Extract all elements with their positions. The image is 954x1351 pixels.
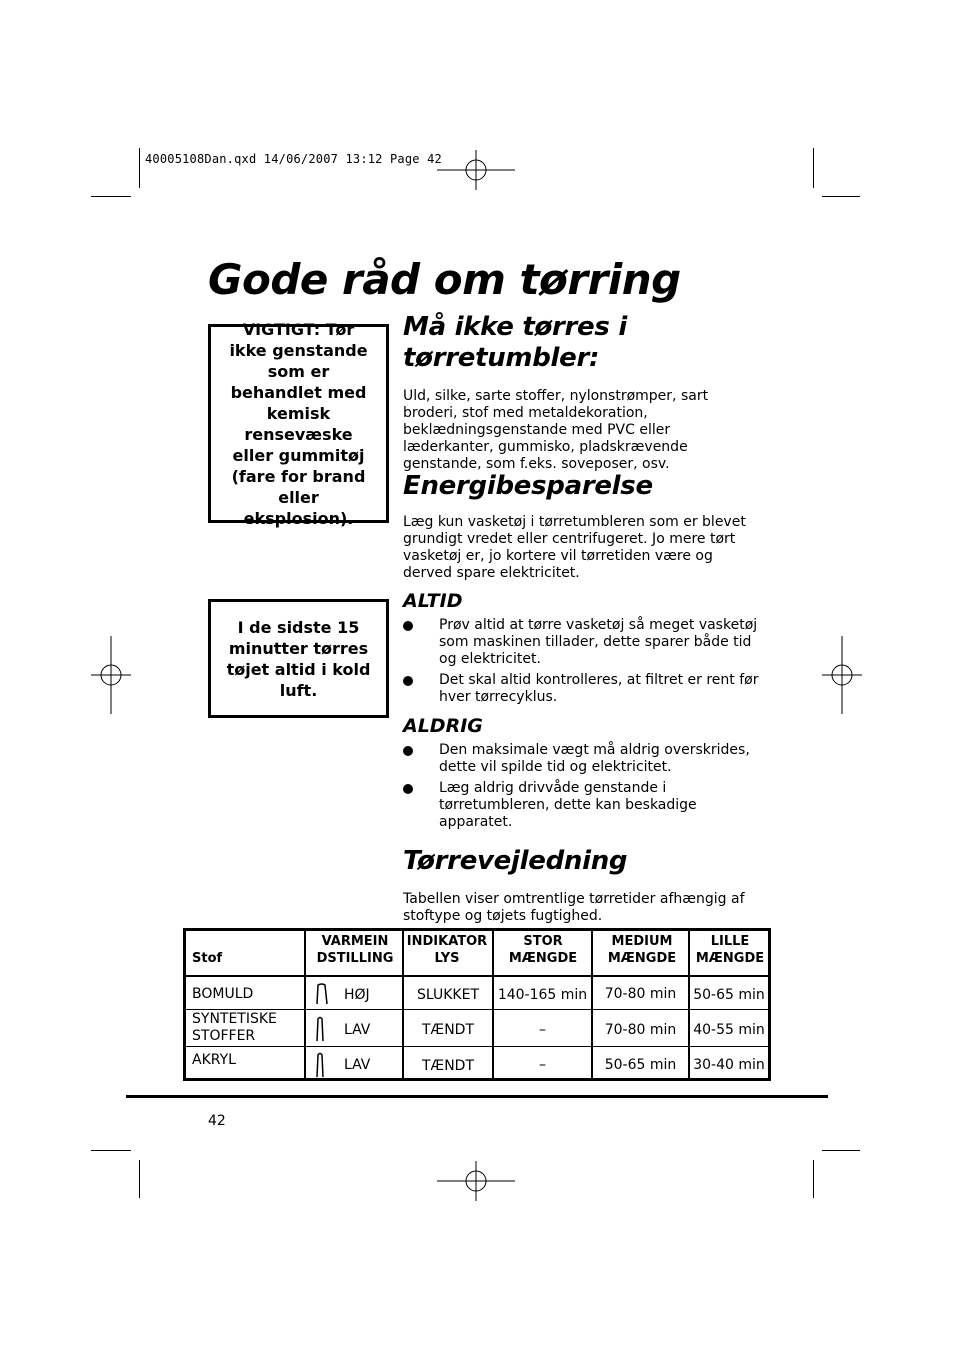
table-divider bbox=[186, 975, 768, 977]
crop-mark bbox=[91, 1150, 131, 1151]
col-header-heat: VARMEIN DSTILLING bbox=[316, 934, 394, 966]
list-item: Læg aldrig drivvåde genstande i tørretumbleren, dette kan beskadige apparatet. bbox=[403, 780, 765, 831]
registration-mark-right bbox=[822, 636, 862, 714]
high-heat-icon bbox=[315, 982, 329, 1006]
registration-mark-bottom bbox=[437, 1161, 515, 1201]
col-header-small: LILLE MÆNGDE bbox=[695, 934, 765, 966]
table-cell-stof: AKRYL bbox=[192, 1052, 236, 1068]
table-divider bbox=[186, 1046, 768, 1047]
drying-guide-text: Tabellen viser omtrentlige tørretider afhængig af stoftype og tøjets fugtighed. bbox=[403, 891, 745, 924]
never-list bbox=[403, 742, 765, 835]
table-cell-small: 30-40 min bbox=[693, 1057, 765, 1073]
heading-never: ALDRIG bbox=[403, 715, 483, 737]
print-slug: 40005108Dan.qxd 14/06/2007 13:12 Page 42 bbox=[145, 152, 442, 166]
col-header-stof: Stof bbox=[192, 951, 223, 966]
table-divider bbox=[304, 928, 306, 1081]
table-cell-medium: 70-80 min bbox=[604, 986, 677, 1002]
table-cell-indicator: TÆNDT bbox=[422, 1022, 474, 1038]
heading-energy: Energibesparelse bbox=[403, 471, 653, 501]
crop-mark bbox=[139, 1160, 140, 1198]
bullet-icon bbox=[403, 621, 413, 631]
table-divider bbox=[186, 1009, 768, 1010]
table-cell-medium: 50-65 min bbox=[604, 1057, 677, 1073]
low-heat-icon bbox=[315, 1051, 325, 1079]
crop-mark bbox=[813, 1160, 814, 1198]
heading-not-for-dryer: Må ikke tørres i tørretumbler: bbox=[403, 312, 627, 374]
not-for-dryer-text: Uld, silke, sarte stoffer, nylonstrømper, sart broderi, stof med metaldekoration, beklædningsgenstande med PVC eller læderkanter, gummisko, pladskrævende genstande, som f.eks. soveposer, osv. bbox=[403, 388, 709, 472]
col-header-medium: MEDIUM MÆNGDE bbox=[607, 934, 677, 966]
col-header-indicator: INDIKATOR LYS bbox=[406, 934, 488, 966]
table-cell-indicator: TÆNDT bbox=[422, 1058, 474, 1074]
page-number: 42 bbox=[208, 1113, 226, 1129]
table-cell-indicator: SLUKKET bbox=[417, 987, 479, 1003]
drying-table bbox=[183, 928, 771, 1081]
cold-air-note-text: I de sidste 15 minutter tørres tøjet altid i kold luft. bbox=[226, 617, 371, 700]
list-item: Prøv altid at tørre vasketøj så meget vasketøj som maskinen tillader, dette sparer både tid og elektricitet. bbox=[403, 617, 765, 668]
energy-text: Læg kun vasketøj i tørretumbleren som er blevet grundigt vredet eller centrifugeret. Jo mere tørt vasketøj er, jo kortere vil tørretiden være og derved spare elektricitet. bbox=[403, 514, 746, 581]
col-header-large: STOR MÆNGDE bbox=[508, 934, 578, 966]
low-heat-icon bbox=[315, 1015, 325, 1043]
list-item: Den maksimale vægt må aldrig overskrides, dette vil spilde tid og elektricitet. bbox=[403, 742, 765, 776]
table-cell-heat: HØJ bbox=[344, 987, 370, 1003]
cold-air-note-box bbox=[208, 599, 389, 718]
table-cell-large: 140-165 min bbox=[497, 987, 588, 1003]
crop-mark bbox=[822, 1150, 860, 1151]
table-cell-heat: LAV bbox=[344, 1057, 371, 1073]
bullet-icon bbox=[403, 746, 413, 756]
table-cell-medium: 70-80 min bbox=[604, 1022, 677, 1038]
always-list bbox=[403, 617, 765, 710]
important-warning-text: VIGTIGT: Tør ikke genstande som er behandlet med kemisk rensevæske eller gummitøj (fare for brand eller eksplosion). bbox=[229, 319, 368, 528]
table-cell-stof: BOMULD bbox=[192, 986, 254, 1002]
table-cell-stof: SYNTETISKE STOFFER bbox=[192, 1011, 277, 1044]
crop-mark bbox=[822, 196, 860, 197]
list-item: Det skal altid kontrolleres, at filtret er rent før hver tørrecyklus. bbox=[403, 672, 765, 706]
registration-mark-top bbox=[437, 150, 515, 190]
heading-drying-guide: Tørrevejledning bbox=[403, 846, 628, 876]
important-warning-box bbox=[208, 319, 389, 528]
table-cell-small: 50-65 min bbox=[693, 987, 765, 1003]
crop-mark bbox=[139, 148, 140, 188]
table-cell-heat: LAV bbox=[344, 1022, 371, 1038]
page-title: Gode råd om tørring bbox=[208, 255, 681, 304]
table-cell-small: 40-55 min bbox=[693, 1022, 765, 1038]
table-cell-large: – bbox=[539, 1022, 546, 1038]
bullet-icon bbox=[403, 784, 413, 794]
heading-always: ALTID bbox=[403, 590, 463, 612]
bullet-icon bbox=[403, 676, 413, 686]
crop-mark bbox=[813, 148, 814, 188]
registration-mark-left bbox=[91, 636, 131, 714]
table-cell-large: – bbox=[539, 1057, 546, 1073]
crop-mark bbox=[91, 196, 131, 197]
footer-rule bbox=[126, 1095, 828, 1098]
